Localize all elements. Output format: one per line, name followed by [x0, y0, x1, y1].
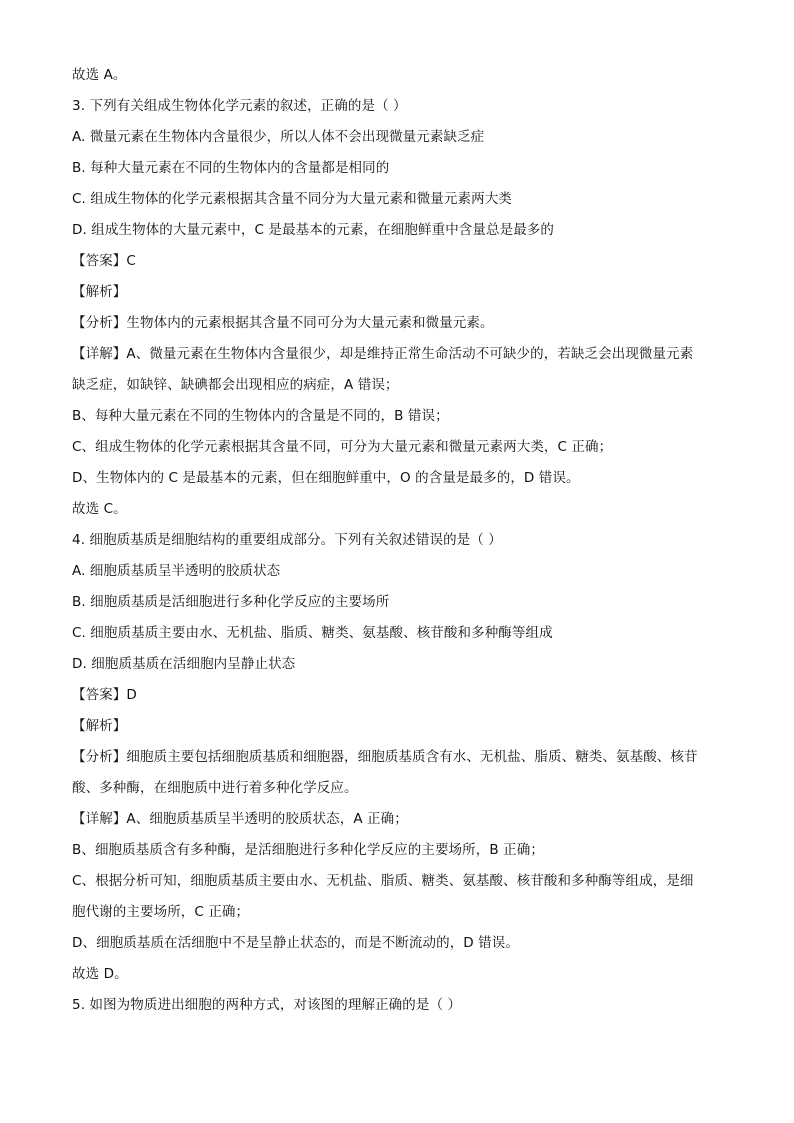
- question-3-conclusion: 故选 C。: [72, 501, 127, 517]
- question-4-analysis-line-1: 【分析】细胞质主要包括细胞质基质和细胞器，细胞质基质含有水、无机盐、脂质、糖类、氨基酸、核苷: [72, 749, 698, 765]
- question-3-option-d: D. 组成生物体的大量元素中，C 是最基本的元素，在细胞鲜重中含量总是最多的: [72, 222, 554, 238]
- document-page: [72, 60, 732, 1021]
- question-4-detail-c-line-1: C、根据分析可知，细胞质基质主要由水、无机盐、脂质、糖类、氨基酸、核苷酸和多种酶等组成，是细: [72, 873, 694, 889]
- question-4-detail-c-line-2: 胞代谢的主要场所，C 正确；: [72, 904, 250, 920]
- question-3-stem: 3. 下列有关组成生物体化学元素的叙述，正确的是（ ）: [72, 98, 407, 114]
- question-3-analysis-heading: 【解析】: [72, 284, 127, 300]
- question-4-option-c: C. 细胞质基质主要由水、无机盐、脂质、糖类、氨基酸、核苷酸和多种酶等组成: [72, 625, 553, 641]
- question-3-analysis: 【分析】生物体内的元素根据其含量不同可分为大量元素和微量元素。: [72, 315, 494, 331]
- question-3-detail-c: C、组成生物体的化学元素根据其含量不同，可分为大量元素和微量元素两大类，C 正确；: [72, 439, 613, 455]
- question-3-detail-b: B、每种大量元素在不同的生物体内的含量是不同的，B 错误；: [72, 408, 449, 424]
- question-4-stem: 4. 细胞质基质是细胞结构的重要组成部分。下列有关叙述错误的是（ ）: [72, 532, 502, 548]
- question-4-option-d: D. 细胞质基质在活细胞内呈静止状态: [72, 656, 296, 672]
- question-4-analysis-line-2: 酸、多种酶，在细胞质中进行着多种化学反应。: [72, 780, 358, 796]
- question-4-detail-d: D、细胞质基质在活细胞中不是呈静止状态的，而是不断流动的，D 错误。: [72, 935, 519, 951]
- question-4-detail-a: 【详解】A、细胞质基质呈半透明的胶质状态，A 正确；: [72, 811, 408, 827]
- question-4-conclusion: 故选 D。: [72, 966, 128, 982]
- question-4-option-b: B. 细胞质基质是活细胞进行多种化学反应的主要场所: [72, 594, 390, 610]
- question-4-option-a: A. 细胞质基质呈半透明的胶质状态: [72, 563, 281, 579]
- answer-choice-line: 故选 A。: [72, 67, 127, 83]
- question-3-option-c: C. 组成生物体的化学元素根据其含量不同分为大量元素和微量元素两大类: [72, 191, 512, 207]
- question-3-detail-line-1: 【详解】A、微量元素在生物体内含量很少，却是维持正常生命活动不可缺少的，若缺乏会出现微量元素: [72, 346, 694, 362]
- question-5-stem: 5. 如图为物质进出细胞的两种方式，对该图的理解正确的是（ ）: [72, 997, 462, 1013]
- question-3-option-b: B. 每种大量元素在不同的生物体内的含量都是相同的: [72, 160, 390, 176]
- question-4-answer: 【答案】D: [72, 687, 137, 703]
- question-3-answer: 【答案】C: [72, 253, 136, 269]
- question-3-detail-line-2: 缺乏症，如缺锌、缺碘都会出现相应的病症，A 错误；: [72, 377, 399, 393]
- question-4-detail-b: B、细胞质基质含有多种酶，是活细胞进行多种化学反应的主要场所，B 正确；: [72, 842, 544, 858]
- question-3-detail-d: D、生物体内的 C 是最基本的元素，但在细胞鲜重中，O 的含量是最多的，D 错误。: [72, 470, 580, 486]
- question-4-analysis-heading: 【解析】: [72, 718, 127, 734]
- question-3-option-a: A. 微量元素在生物体内含量很少，所以人体不会出现微量元素缺乏症: [72, 129, 485, 145]
